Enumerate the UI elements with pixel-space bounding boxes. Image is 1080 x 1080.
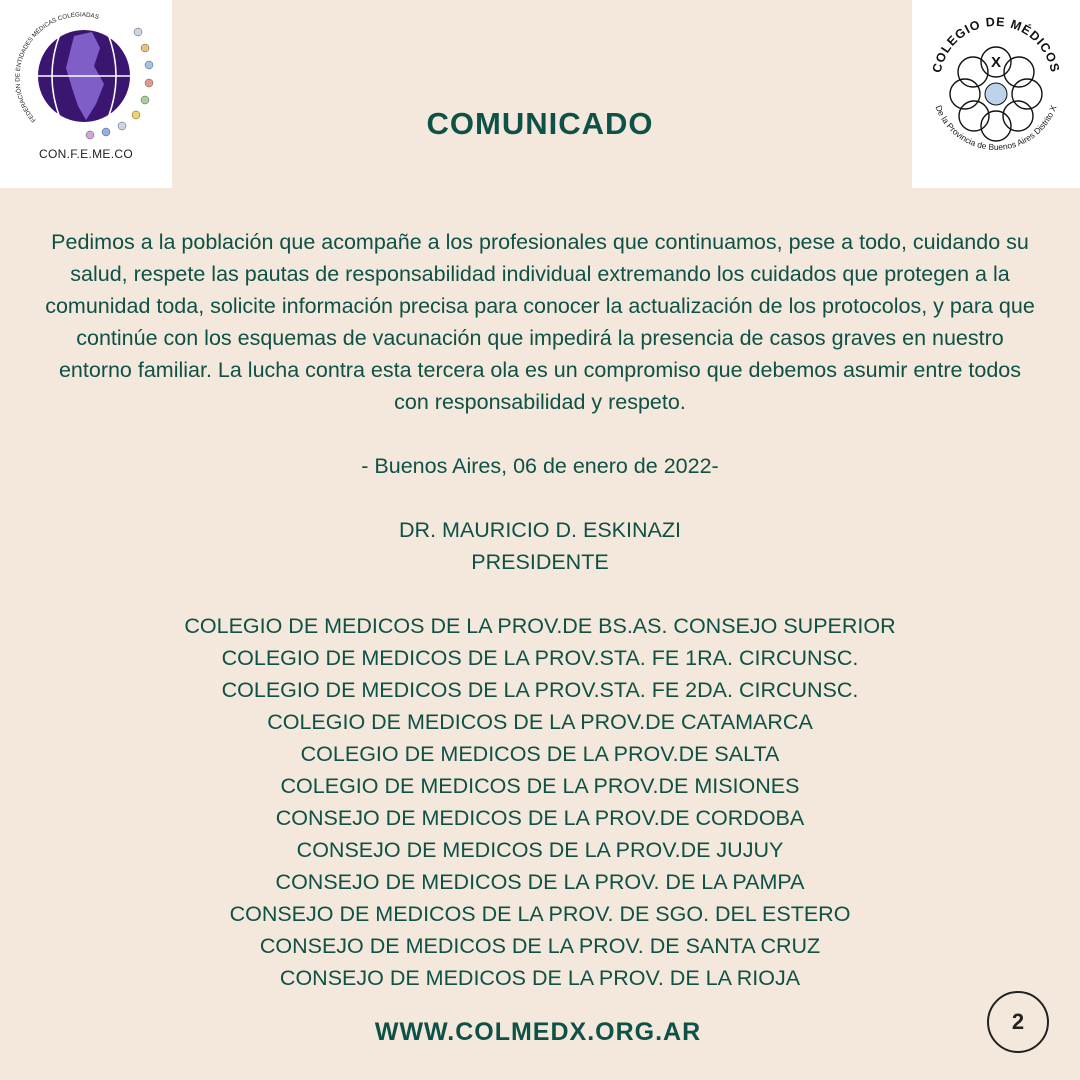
logo-arc-text: FEDERACIÓN DE ENTIDADES MÉDICAS COLEGIADAS <box>14 11 100 124</box>
website-link[interactable]: WWW.COLMEDX.ORG.AR <box>374 1018 702 1046</box>
announcement-paragraph: Pedimos a la población que acompañe a los profesionales que continuamos, pese a todo, cuidando su salud, respete las pautas de responsabilidad individual extremando los cuidados que protegen a la comunidad toda, solicite información precisa para conocer la actualización de los protocolos, y para que continúe con los esquemas de vacunación que impedirá la presencia de casos graves en nuestro entorno familiar. La lucha contra esta tercera ola es un compromiso que debemos asumir entre todos con responsabilidad y respeto. <box>45 230 1035 414</box>
organization-item: COLEGIO DE MEDICOS DE LA PROV.DE BS.AS. CONSEJO SUPERIOR <box>184 614 896 638</box>
organization-item: CONSEJO DE MEDICOS DE LA PROV. DE LA RIOJA <box>279 966 801 990</box>
organizations-list <box>0 610 1080 994</box>
signature-block <box>0 514 1080 578</box>
colegio-medicos-logo <box>912 0 1080 188</box>
seal-top-text: COLEGIO DE MÉDICOS <box>929 14 1063 75</box>
organization-item: COLEGIO DE MEDICOS DE LA PROV.DE SALTA <box>300 742 780 766</box>
page-title: COMUNICADO <box>426 106 654 141</box>
organization-item: COLEGIO DE MEDICOS DE LA PROV.DE CATAMARCA <box>267 710 813 734</box>
organization-item: CONSEJO DE MEDICOS DE LA PROV. DE SGO. DEL ESTERO <box>229 902 851 926</box>
logo-caption: CON.F.E.ME.CO <box>39 147 133 161</box>
page-number: 2 <box>1011 1009 1025 1034</box>
confemeco-logo <box>0 0 172 188</box>
page-number-badge <box>987 991 1049 1053</box>
organization-item: CONSEJO DE MEDICOS DE LA PROV. DE LA PAMPA <box>275 870 805 894</box>
organization-item: CONSEJO DE MEDICOS DE LA PROV.DE JUJUY <box>296 838 784 862</box>
organization-item: COLEGIO DE MEDICOS DE LA PROV.STA. FE 2DA. CIRCUNSC. <box>221 678 859 702</box>
seal-bottom-text: De la Provincia de Buenos Aires Distrito X <box>933 103 1059 153</box>
signer-role: PRESIDENTE <box>471 550 609 574</box>
organization-item: CONSEJO DE MEDICOS DE LA PROV. DE SANTA CRUZ <box>259 934 821 958</box>
organization-item: CONSEJO DE MEDICOS DE LA PROV.DE CORDOBA <box>275 806 805 830</box>
colegio-seal-icon <box>924 14 1068 170</box>
date-line: - Buenos Aires, 06 de enero de 2022- <box>361 454 719 478</box>
organization-item: COLEGIO DE MEDICOS DE LA PROV.DE MISIONES <box>280 774 800 798</box>
signer-name: DR. MAURICIO D. ESKINAZI <box>399 518 681 542</box>
seal-mark: X <box>990 54 1002 71</box>
organization-item: COLEGIO DE MEDICOS DE LA PROV.STA. FE 1RA. CIRCUNSC. <box>221 646 859 670</box>
